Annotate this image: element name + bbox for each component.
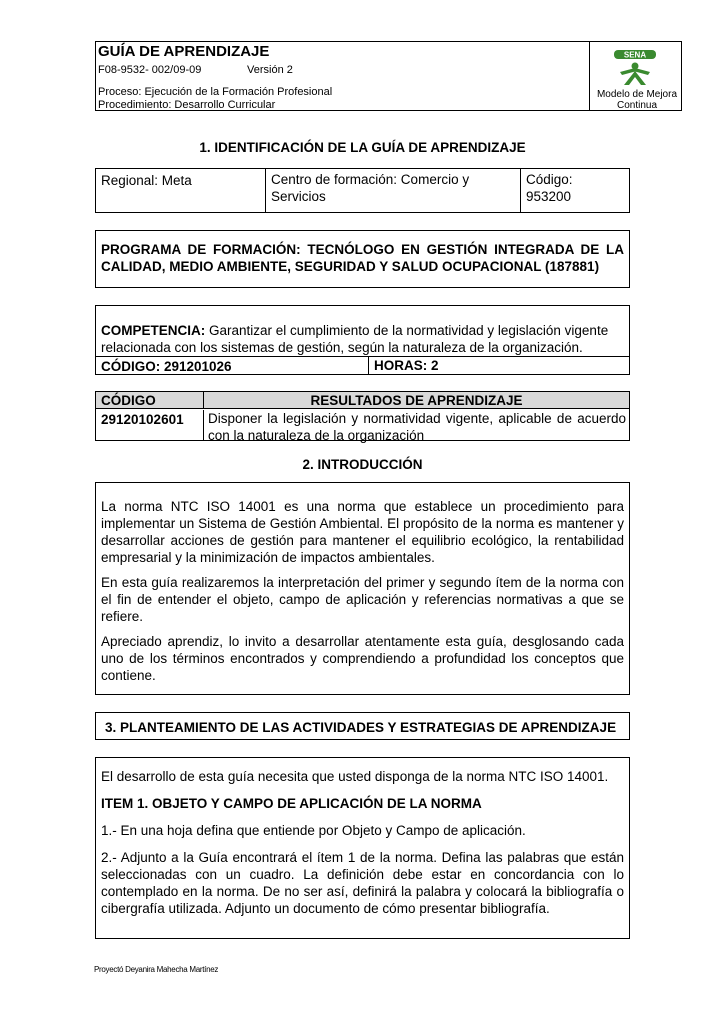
competencia-horas: HORAS: 2 bbox=[374, 358, 439, 373]
header-model-line2: Continua bbox=[616, 100, 658, 111]
intro-paragraph-3: Apreciado aprendiz, lo invito a desarrollar atentamente esta guía, desglosando cada uno de los términos encontrados y comprendiendo a profundidad los conceptos que contiene. bbox=[101, 634, 624, 683]
step-1: 1.- En una hoja defina que entiende por Objeto y Campo de aplicación. bbox=[101, 823, 526, 838]
results-col-resultados: RESULTADOS DE APRENDIZAJE bbox=[310, 393, 523, 408]
header-title: GUÍA DE APRENDIZAJE bbox=[98, 43, 270, 60]
header-version: Versión 2 bbox=[247, 64, 293, 76]
document-header bbox=[95, 41, 682, 111]
result-code: 29120102601 bbox=[101, 412, 184, 427]
competencia-paragraph bbox=[101, 322, 625, 356]
results-body-divider bbox=[203, 410, 204, 440]
centro-cell bbox=[265, 169, 520, 212]
activities-intro: El desarrollo de esta guía necesita que usted disponga de la norma NTC ISO 14001. bbox=[101, 769, 609, 784]
competencia-label: COMPETENCIA: bbox=[101, 323, 206, 338]
codigo-cell bbox=[520, 169, 630, 212]
header-code: F08-9532- 002/09-09 bbox=[98, 64, 202, 76]
header-model-line1: Modelo de Mejora bbox=[596, 89, 678, 100]
codigo-value: 953200 bbox=[526, 189, 572, 204]
centro-text: Centro de formación: Comercio y Servicios bbox=[271, 172, 470, 204]
results-table bbox=[95, 391, 630, 441]
sena-logo bbox=[612, 46, 658, 86]
competencia-box bbox=[95, 305, 630, 375]
intro-paragraph-2: En esta guía realizaremos la interpretación del primer y segundo ítem de la norma con el fin de entender el objeto, campo de aplicación y referencias normativas a que se refiere. bbox=[101, 575, 624, 624]
logo-text: SENA bbox=[623, 50, 647, 60]
programa-text: PROGRAMA DE FORMACIÓN: TECNÓLOGO EN GESTIÓN INTEGRADA DE LA CALIDAD, MEDIO AMBIENTE, SEGURIDAD Y SALUD OCUPACIONAL (187881) bbox=[101, 242, 624, 274]
competencia-text: Garantizar el cumplimiento de la normatividad y legislación vigente relacionada con los sistemas de gestión, según la naturaleza de la organización. bbox=[101, 323, 609, 355]
competencia-codigo: CÓDIGO: 291201026 bbox=[101, 359, 232, 374]
header-divider bbox=[589, 42, 590, 110]
step-2: 2.- Adjunto a la Guía encontrará el ítem 1 de la norma. Defina las palabras que están seleccionadas con un cuadro. La definición debe estar en concordancia con lo contemplado en la norma. De no ser así, definirá la palabra y colocará la bibliografía o cibergrafía utilizada. Adjunto un documento de cómo presentar bibliografía. bbox=[101, 850, 624, 916]
identification-table bbox=[95, 168, 630, 213]
section1-heading: 1. IDENTIFICACIÓN DE LA GUÍA DE APRENDIZAJE bbox=[199, 140, 526, 155]
header-procedimiento: Procedimiento: Desarrollo Curricular bbox=[98, 99, 276, 111]
programa-box bbox=[95, 230, 630, 288]
section2-heading: 2. INTRODUCCIÓN bbox=[302, 457, 423, 472]
codigo-label: Código: bbox=[526, 172, 573, 187]
introduction-box bbox=[95, 482, 630, 695]
result-text: Disponer la legislación y normatividad vigente, aplicable de acuerdo con la naturaleza de la organización bbox=[208, 411, 626, 443]
header-proceso: Proceso: Ejecución de la Formación Profesional bbox=[98, 86, 333, 98]
results-header-row bbox=[96, 392, 629, 409]
competencia-horas-cell bbox=[368, 357, 439, 375]
competencia-code-row bbox=[96, 356, 629, 375]
footer-credit: Proyectó Deyanira Mahecha Martínez bbox=[94, 965, 219, 974]
section3-heading-box bbox=[95, 712, 630, 740]
results-col-codigo: CÓDIGO bbox=[101, 393, 156, 408]
intro-paragraph-1: La norma NTC ISO 14001 es una norma que establece un procedimiento para implementar un Sistema de Gestión Ambiental. El propósito de la norma es mantener y desarrollar acciones de gestión para mantener el equilibrio ecológico, la rentabilidad empresarial y la minimización de impactos ambientales. bbox=[101, 499, 624, 565]
regional-cell: Regional: Meta bbox=[101, 173, 192, 188]
section3-heading: 3. PLANTEAMIENTO DE LAS ACTIVIDADES Y ESTRATEGIAS DE APRENDIZAJE bbox=[105, 720, 617, 735]
item1-title: ITEM 1. OBJETO Y CAMPO DE APLICACIÓN DE LA NORMA bbox=[101, 796, 482, 811]
activities-box bbox=[95, 757, 630, 939]
